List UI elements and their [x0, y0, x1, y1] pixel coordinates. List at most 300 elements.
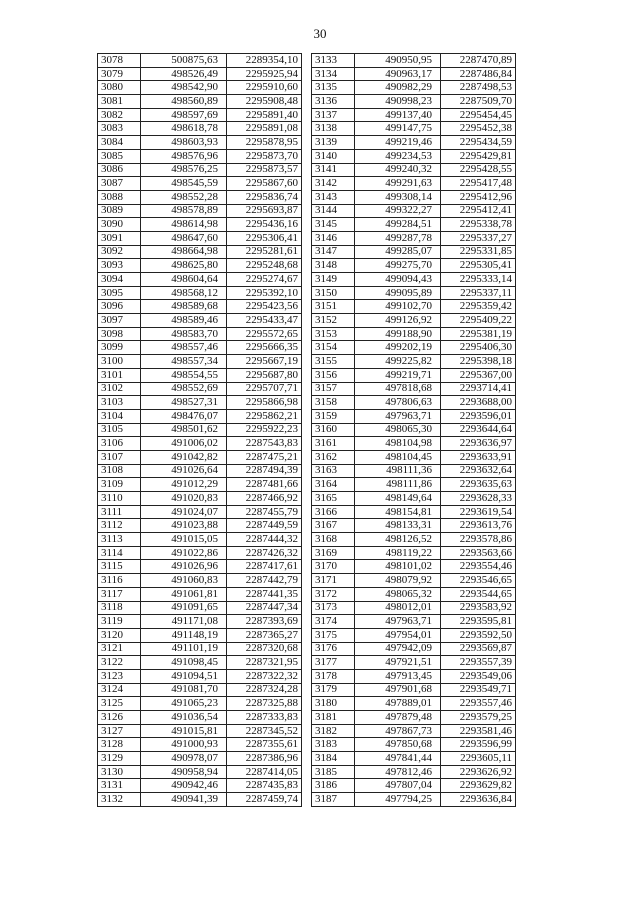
point-number-cell: 3160: [312, 423, 355, 437]
point-number-cell: 3107: [98, 450, 141, 464]
table-row: [98, 765, 302, 779]
x-coordinate-cell: 490963,17: [355, 67, 441, 81]
y-coordinate-cell: 2295873,70: [227, 149, 302, 163]
y-coordinate-cell: 2287449,59: [227, 519, 302, 533]
table-row: [98, 273, 302, 287]
y-coordinate-cell: 2295891,08: [227, 122, 302, 136]
x-coordinate-cell: 497889,01: [355, 697, 441, 711]
x-coordinate-cell: 498647,60: [141, 231, 227, 245]
y-coordinate-cell: 2295433,47: [227, 314, 302, 328]
x-coordinate-cell: 497806,63: [355, 396, 441, 410]
y-coordinate-cell: 2287321,95: [227, 656, 302, 670]
point-number-cell: 3080: [98, 81, 141, 95]
x-coordinate-cell: 497812,46: [355, 765, 441, 779]
y-coordinate-cell: 2293619,54: [441, 505, 516, 519]
table-row: [98, 615, 302, 629]
table-row: [312, 204, 516, 218]
x-coordinate-cell: 491022,86: [141, 546, 227, 560]
table-row: [312, 300, 516, 314]
point-number-cell: 3120: [98, 628, 141, 642]
table-row: [98, 752, 302, 766]
y-coordinate-cell: 2287325,88: [227, 697, 302, 711]
table-row: [98, 163, 302, 177]
point-number-cell: 3154: [312, 341, 355, 355]
y-coordinate-cell: 2295305,41: [441, 259, 516, 273]
table-row: [312, 190, 516, 204]
point-number-cell: 3141: [312, 163, 355, 177]
table-row: [98, 574, 302, 588]
point-number-cell: 3125: [98, 697, 141, 711]
x-coordinate-cell: 497879,48: [355, 711, 441, 725]
point-number-cell: 3094: [98, 273, 141, 287]
point-number-cell: 3078: [98, 54, 141, 68]
table-row: [312, 314, 516, 328]
y-coordinate-cell: 2295878,95: [227, 136, 302, 150]
x-coordinate-cell: 499240,32: [355, 163, 441, 177]
table-row: [312, 683, 516, 697]
y-coordinate-cell: 2287324,28: [227, 683, 302, 697]
point-number-cell: 3096: [98, 300, 141, 314]
y-coordinate-cell: 2287486,84: [441, 67, 516, 81]
x-coordinate-cell: 498578,89: [141, 204, 227, 218]
table-row: [312, 628, 516, 642]
x-coordinate-cell: 498589,68: [141, 300, 227, 314]
point-number-cell: 3173: [312, 601, 355, 615]
x-coordinate-cell: 499225,82: [355, 355, 441, 369]
point-number-cell: 3158: [312, 396, 355, 410]
y-coordinate-cell: 2287386,96: [227, 752, 302, 766]
y-coordinate-cell: 2295337,11: [441, 286, 516, 300]
y-coordinate-cell: 2295338,78: [441, 218, 516, 232]
x-coordinate-cell: 498111,36: [355, 464, 441, 478]
y-coordinate-cell: 2293613,76: [441, 519, 516, 533]
y-coordinate-cell: 2295417,48: [441, 177, 516, 191]
y-coordinate-cell: 2295454,45: [441, 108, 516, 122]
table-body: [312, 54, 516, 807]
point-number-cell: 3152: [312, 314, 355, 328]
y-coordinate-cell: 2295867,60: [227, 177, 302, 191]
y-coordinate-cell: 2287459,74: [227, 793, 302, 807]
table-row: [312, 218, 516, 232]
x-coordinate-cell: 500875,63: [141, 54, 227, 68]
y-coordinate-cell: 2295306,41: [227, 231, 302, 245]
table-body: [98, 54, 302, 807]
x-coordinate-cell: 490998,23: [355, 95, 441, 109]
x-coordinate-cell: 498576,96: [141, 149, 227, 163]
x-coordinate-cell: 499219,46: [355, 136, 441, 150]
table-row: [98, 450, 302, 464]
point-number-cell: 3130: [98, 765, 141, 779]
y-coordinate-cell: 2293557,39: [441, 656, 516, 670]
table-row: [98, 300, 302, 314]
x-coordinate-cell: 498576,25: [141, 163, 227, 177]
x-coordinate-cell: 497913,45: [355, 669, 441, 683]
y-coordinate-cell: 2293557,46: [441, 697, 516, 711]
x-coordinate-cell: 497818,68: [355, 382, 441, 396]
point-number-cell: 3101: [98, 368, 141, 382]
point-number-cell: 3129: [98, 752, 141, 766]
table-row: [98, 341, 302, 355]
y-coordinate-cell: 2287466,92: [227, 492, 302, 506]
x-coordinate-cell: 491098,45: [141, 656, 227, 670]
y-coordinate-cell: 2295836,74: [227, 190, 302, 204]
point-number-cell: 3121: [98, 642, 141, 656]
x-coordinate-cell: 490978,07: [141, 752, 227, 766]
table-row: [312, 574, 516, 588]
y-coordinate-cell: 2293595,81: [441, 615, 516, 629]
table-row: [98, 136, 302, 150]
y-coordinate-cell: 2287509,70: [441, 95, 516, 109]
point-number-cell: 3100: [98, 355, 141, 369]
point-number-cell: 3150: [312, 286, 355, 300]
x-coordinate-cell: 498604,64: [141, 273, 227, 287]
table-row: [312, 642, 516, 656]
y-coordinate-cell: 2295409,22: [441, 314, 516, 328]
x-coordinate-cell: 491026,96: [141, 560, 227, 574]
y-coordinate-cell: 2293714,41: [441, 382, 516, 396]
x-coordinate-cell: 498154,81: [355, 505, 441, 519]
table-row: [312, 231, 516, 245]
table-row: [312, 245, 516, 259]
point-number-cell: 3123: [98, 669, 141, 683]
point-number-cell: 3167: [312, 519, 355, 533]
x-coordinate-cell: 499202,19: [355, 341, 441, 355]
x-coordinate-cell: 491036,54: [141, 711, 227, 725]
y-coordinate-cell: 2295337,27: [441, 231, 516, 245]
y-coordinate-cell: 2295873,57: [227, 163, 302, 177]
table-row: [312, 136, 516, 150]
point-number-cell: 3127: [98, 724, 141, 738]
table-row: [98, 601, 302, 615]
y-coordinate-cell: 2295667,19: [227, 355, 302, 369]
x-coordinate-cell: 499322,27: [355, 204, 441, 218]
table-row: [98, 683, 302, 697]
x-coordinate-cell: 491015,81: [141, 724, 227, 738]
y-coordinate-cell: 2287355,61: [227, 738, 302, 752]
point-number-cell: 3084: [98, 136, 141, 150]
table-row: [312, 423, 516, 437]
point-number-cell: 3142: [312, 177, 355, 191]
table-row: [312, 368, 516, 382]
x-coordinate-cell: 498542,90: [141, 81, 227, 95]
y-coordinate-cell: 2293549,71: [441, 683, 516, 697]
x-coordinate-cell: 498664,98: [141, 245, 227, 259]
y-coordinate-cell: 2293626,92: [441, 765, 516, 779]
table-row: [312, 396, 516, 410]
y-coordinate-cell: 2287494,39: [227, 464, 302, 478]
table-row: [98, 738, 302, 752]
x-coordinate-cell: 498560,89: [141, 95, 227, 109]
table-row: [98, 149, 302, 163]
table-row: [98, 546, 302, 560]
y-coordinate-cell: 2295925,94: [227, 67, 302, 81]
y-coordinate-cell: 2287455,79: [227, 505, 302, 519]
x-coordinate-cell: 499285,07: [355, 245, 441, 259]
table-row: [312, 259, 516, 273]
point-number-cell: 3162: [312, 450, 355, 464]
point-number-cell: 3131: [98, 779, 141, 793]
y-coordinate-cell: 2287475,21: [227, 450, 302, 464]
point-number-cell: 3139: [312, 136, 355, 150]
x-coordinate-cell: 490941,39: [141, 793, 227, 807]
x-coordinate-cell: 499137,40: [355, 108, 441, 122]
table-row: [98, 368, 302, 382]
y-coordinate-cell: 2293688,00: [441, 396, 516, 410]
point-number-cell: 3088: [98, 190, 141, 204]
y-coordinate-cell: 2287393,69: [227, 615, 302, 629]
y-coordinate-cell: 2287414,05: [227, 765, 302, 779]
table-row: [98, 204, 302, 218]
y-coordinate-cell: 2295412,96: [441, 190, 516, 204]
table-row: [98, 95, 302, 109]
point-number-cell: 3126: [98, 711, 141, 725]
point-number-cell: 3112: [98, 519, 141, 533]
point-number-cell: 3102: [98, 382, 141, 396]
y-coordinate-cell: 2295406,30: [441, 341, 516, 355]
point-number-cell: 3144: [312, 204, 355, 218]
y-coordinate-cell: 2293605,11: [441, 752, 516, 766]
x-coordinate-cell: 497794,25: [355, 793, 441, 807]
point-number-cell: 3117: [98, 587, 141, 601]
y-coordinate-cell: 2287498,53: [441, 81, 516, 95]
table-row: [98, 423, 302, 437]
point-number-cell: 3085: [98, 149, 141, 163]
table-row: [312, 738, 516, 752]
y-coordinate-cell: 2293644,64: [441, 423, 516, 437]
table-row: [98, 108, 302, 122]
table-row: [312, 286, 516, 300]
x-coordinate-cell: 498476,07: [141, 409, 227, 423]
table-row: [98, 711, 302, 725]
table-row: [98, 122, 302, 136]
table-row: [312, 752, 516, 766]
x-coordinate-cell: 497867,73: [355, 724, 441, 738]
x-coordinate-cell: 498133,31: [355, 519, 441, 533]
x-coordinate-cell: 498552,28: [141, 190, 227, 204]
x-coordinate-cell: 499284,51: [355, 218, 441, 232]
table-row: [312, 560, 516, 574]
table-row: [98, 519, 302, 533]
point-number-cell: 3079: [98, 67, 141, 81]
x-coordinate-cell: 499291,63: [355, 177, 441, 191]
point-number-cell: 3180: [312, 697, 355, 711]
table-row: [312, 108, 516, 122]
y-coordinate-cell: 2287543,83: [227, 437, 302, 451]
y-coordinate-cell: 2293592,50: [441, 628, 516, 642]
point-number-cell: 3119: [98, 615, 141, 629]
y-coordinate-cell: 2295428,55: [441, 163, 516, 177]
y-coordinate-cell: 2293546,65: [441, 574, 516, 588]
x-coordinate-cell: 498065,30: [355, 423, 441, 437]
x-coordinate-cell: 498545,59: [141, 177, 227, 191]
x-coordinate-cell: 499102,70: [355, 300, 441, 314]
y-coordinate-cell: 2295248,68: [227, 259, 302, 273]
table-row: [98, 81, 302, 95]
coordinates-table-left: [97, 53, 302, 807]
y-coordinate-cell: 2295398,18: [441, 355, 516, 369]
x-coordinate-cell: 499275,70: [355, 259, 441, 273]
point-number-cell: 3179: [312, 683, 355, 697]
table-row: [98, 505, 302, 519]
point-number-cell: 3108: [98, 464, 141, 478]
table-row: [312, 779, 516, 793]
point-number-cell: 3106: [98, 437, 141, 451]
point-number-cell: 3083: [98, 122, 141, 136]
table-row: [98, 177, 302, 191]
point-number-cell: 3186: [312, 779, 355, 793]
x-coordinate-cell: 491024,07: [141, 505, 227, 519]
x-coordinate-cell: 499095,89: [355, 286, 441, 300]
x-coordinate-cell: 498065,32: [355, 587, 441, 601]
table-row: [312, 327, 516, 341]
point-number-cell: 3124: [98, 683, 141, 697]
point-number-cell: 3087: [98, 177, 141, 191]
y-coordinate-cell: 2293633,91: [441, 450, 516, 464]
point-number-cell: 3156: [312, 368, 355, 382]
table-row: [312, 177, 516, 191]
x-coordinate-cell: 498597,69: [141, 108, 227, 122]
y-coordinate-cell: 2287320,68: [227, 642, 302, 656]
y-coordinate-cell: 2295381,19: [441, 327, 516, 341]
table-row: [98, 409, 302, 423]
y-coordinate-cell: 2287444,32: [227, 533, 302, 547]
x-coordinate-cell: 491042,82: [141, 450, 227, 464]
point-number-cell: 3166: [312, 505, 355, 519]
table-row: [312, 546, 516, 560]
point-number-cell: 3104: [98, 409, 141, 423]
x-coordinate-cell: 499287,78: [355, 231, 441, 245]
y-coordinate-cell: 2295367,00: [441, 368, 516, 382]
table-row: [98, 396, 302, 410]
x-coordinate-cell: 498589,46: [141, 314, 227, 328]
x-coordinate-cell: 491171,08: [141, 615, 227, 629]
point-number-cell: 3089: [98, 204, 141, 218]
page-number: 30: [313, 26, 327, 41]
point-number-cell: 3149: [312, 273, 355, 287]
table-row: [312, 505, 516, 519]
x-coordinate-cell: 498526,49: [141, 67, 227, 81]
x-coordinate-cell: 491094,51: [141, 669, 227, 683]
point-number-cell: 3151: [312, 300, 355, 314]
table-row: [312, 355, 516, 369]
point-number-cell: 3148: [312, 259, 355, 273]
x-coordinate-cell: 497841,44: [355, 752, 441, 766]
table-row: [312, 149, 516, 163]
y-coordinate-cell: 2293596,01: [441, 409, 516, 423]
x-coordinate-cell: 499094,43: [355, 273, 441, 287]
point-number-cell: 3095: [98, 286, 141, 300]
table-row: [98, 231, 302, 245]
y-coordinate-cell: 2293569,87: [441, 642, 516, 656]
x-coordinate-cell: 498625,80: [141, 259, 227, 273]
table-row: [98, 478, 302, 492]
table-row: [98, 656, 302, 670]
y-coordinate-cell: 2293554,46: [441, 560, 516, 574]
table-row: [312, 697, 516, 711]
y-coordinate-cell: 2293596,99: [441, 738, 516, 752]
y-coordinate-cell: 2295693,87: [227, 204, 302, 218]
point-number-cell: 3146: [312, 231, 355, 245]
table-row: [312, 519, 516, 533]
x-coordinate-cell: 498012,01: [355, 601, 441, 615]
y-coordinate-cell: 2295707,71: [227, 382, 302, 396]
point-number-cell: 3081: [98, 95, 141, 109]
point-number-cell: 3140: [312, 149, 355, 163]
x-coordinate-cell: 497921,51: [355, 656, 441, 670]
table-row: [312, 601, 516, 615]
point-number-cell: 3137: [312, 108, 355, 122]
point-number-cell: 3113: [98, 533, 141, 547]
y-coordinate-cell: 2287345,52: [227, 724, 302, 738]
y-coordinate-cell: 2295434,59: [441, 136, 516, 150]
point-number-cell: 3163: [312, 464, 355, 478]
table-row: [98, 355, 302, 369]
point-number-cell: 3114: [98, 546, 141, 560]
x-coordinate-cell: 491006,02: [141, 437, 227, 451]
y-coordinate-cell: 2293579,25: [441, 711, 516, 725]
point-number-cell: 3143: [312, 190, 355, 204]
x-coordinate-cell: 497942,09: [355, 642, 441, 656]
table-row: [98, 533, 302, 547]
table-row: [98, 245, 302, 259]
y-coordinate-cell: 2295392,10: [227, 286, 302, 300]
x-coordinate-cell: 498618,78: [141, 122, 227, 136]
table-row: [98, 779, 302, 793]
x-coordinate-cell: 499126,92: [355, 314, 441, 328]
y-coordinate-cell: 2293636,84: [441, 793, 516, 807]
y-coordinate-cell: 2287426,32: [227, 546, 302, 560]
point-number-cell: 3155: [312, 355, 355, 369]
x-coordinate-cell: 498149,64: [355, 492, 441, 506]
point-number-cell: 3118: [98, 601, 141, 615]
y-coordinate-cell: 2295922,23: [227, 423, 302, 437]
y-coordinate-cell: 2293583,92: [441, 601, 516, 615]
table-row: [98, 464, 302, 478]
table-row: [98, 492, 302, 506]
table-row: [312, 656, 516, 670]
point-number-cell: 3097: [98, 314, 141, 328]
x-coordinate-cell: 490942,46: [141, 779, 227, 793]
x-coordinate-cell: 491023,88: [141, 519, 227, 533]
point-number-cell: 3122: [98, 656, 141, 670]
table-row: [312, 669, 516, 683]
point-number-cell: 3175: [312, 628, 355, 642]
x-coordinate-cell: 498557,46: [141, 341, 227, 355]
x-coordinate-cell: 490982,29: [355, 81, 441, 95]
x-coordinate-cell: 491148,19: [141, 628, 227, 642]
x-coordinate-cell: 499308,14: [355, 190, 441, 204]
point-number-cell: 3109: [98, 478, 141, 492]
point-number-cell: 3168: [312, 533, 355, 547]
point-number-cell: 3187: [312, 793, 355, 807]
point-number-cell: 3182: [312, 724, 355, 738]
x-coordinate-cell: 498104,98: [355, 437, 441, 451]
table-row: [98, 259, 302, 273]
table-row: [312, 163, 516, 177]
table-row: [98, 628, 302, 642]
y-coordinate-cell: 2293578,86: [441, 533, 516, 547]
x-coordinate-cell: 491065,23: [141, 697, 227, 711]
table-row: [312, 765, 516, 779]
point-number-cell: 3135: [312, 81, 355, 95]
x-coordinate-cell: 491060,83: [141, 574, 227, 588]
point-number-cell: 3082: [98, 108, 141, 122]
y-coordinate-cell: 2295423,56: [227, 300, 302, 314]
point-number-cell: 3171: [312, 574, 355, 588]
point-number-cell: 3099: [98, 341, 141, 355]
y-coordinate-cell: 2295436,16: [227, 218, 302, 232]
x-coordinate-cell: 498568,12: [141, 286, 227, 300]
